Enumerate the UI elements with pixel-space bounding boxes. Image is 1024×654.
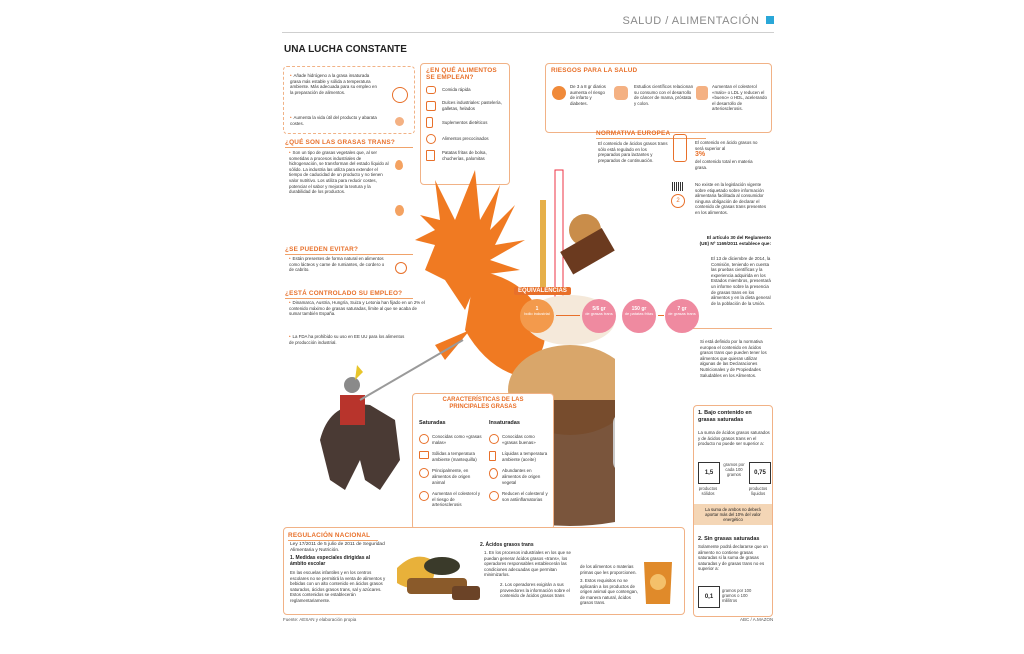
saturada-item: Sólidas a temperatura ambiente (mantequilla) xyxy=(419,451,483,462)
bajo-text: La suma de ácidos grasos saturados y de ácidos grasos trans en el producto no puede ser superior a: xyxy=(698,430,770,447)
insaturada-item: Abundantes en alimentos de origen vegetal xyxy=(489,468,551,485)
equiv-circle-2: 5/6 gr de grasas trans xyxy=(582,299,616,333)
unit-label-sin: gramos por 100 gramos o 100 mililitros xyxy=(722,588,752,603)
equiv-circle-4: 7 gr de grasas trans xyxy=(665,299,699,333)
normativa-limit: El contenido en ácido grasos no será superior al 3% del contenido total en materia grasa. xyxy=(695,140,763,170)
insaturada-item: Conocidas como «grasas buenas» xyxy=(489,434,551,445)
riesgos-box xyxy=(545,63,772,133)
evitar-title: ¿SE PUEDEN EVITAR? xyxy=(285,246,413,255)
si-esta-text: Si está definido por la normativa europea el contenido en ácidos grasos trans que pueden tener los alimentos que quieran utilizar algunas de las Declaraciones Nutricionales y de Propiedades Saludables en los Alimentos. xyxy=(700,339,767,378)
insaturada-item: Reducen el colesterol y son antiinflamatorias xyxy=(489,491,551,502)
articulo-text: El 13 de diciembre de 2014, la Comisión, teniendo en cuenta las pruebas científicas y la experiencia adquirida en los Estados miembros, presentará un informe sobre la presencia de grasas trans en los alimentos y en la dieta general de la población de la Unión. xyxy=(711,256,771,306)
page-title: UNA LUCHA CONSTANTE xyxy=(284,44,407,55)
medidas-text: En las escuelas infantiles y en los centros escolares no se permitirá la venta de alimentos y bebidas con un alto contenido en ácidos grasos saturados, ácidos grasos trans, sal y azúcares. Estos contenidos se establecerán reglamentariamente. xyxy=(290,570,386,603)
avocado-icon xyxy=(489,468,498,479)
meat-icon xyxy=(419,468,429,478)
intro-box xyxy=(283,66,415,134)
section-label: SALUD / ALIMENTACIÓN xyxy=(622,15,760,27)
wafer xyxy=(540,200,546,290)
intro-item-2: • Aumenta la vida útil del producto y abarata costes. xyxy=(290,115,377,126)
food-illustration xyxy=(392,538,482,608)
alimento-item: Suplementos dietéticos xyxy=(426,117,506,128)
butter-icon xyxy=(419,451,429,459)
cake-icon xyxy=(426,101,436,111)
controlado-title: ¿ESTÁ CONTROLADO SU EMPLEO? xyxy=(285,290,413,299)
angry-face-icon xyxy=(419,434,429,444)
alimento-item: Comida rápida xyxy=(426,86,506,94)
insaturada-item: Líquidas a temperatura ambiente (aceite) xyxy=(489,451,551,462)
heart-down-icon xyxy=(489,491,499,501)
que-son-title: ¿QUÉ SON LAS GRASAS TRANS? xyxy=(285,139,413,148)
bajo-title: 1. Bajo contenido en grasas saturadas xyxy=(698,410,752,423)
saturada-item: Aumentan el colesterol y el riesgo de arteriosclerosis xyxy=(419,491,483,508)
no-existe-text: No existe en la legislación vigente sobre etiquetado sobre información alimentaria facilitada al consumidor ninguna obligación de declarar el contenido de grasas trans presentes en los alimentos. xyxy=(695,182,767,215)
productos-liquidos-label: productos líquidos xyxy=(748,486,768,496)
acidos-3: de los alimentos o materias primas que les proporcionen. xyxy=(580,564,637,575)
insaturadas-heading: Insaturadas xyxy=(489,420,520,426)
normativa-title: NORMATIVA EUROPEA xyxy=(596,130,706,139)
ley-text: Ley 17/2011 de 5 julio de 2011 de Seguridad Alimentaria y Nutrición. xyxy=(290,542,385,553)
alimento-item: Dulces industriales: pastelería, galletas, helados xyxy=(426,100,506,111)
equiv-arrow xyxy=(556,315,580,316)
saturada-item: Conocidas como «grasas malas» xyxy=(419,434,483,445)
smile-face-icon xyxy=(489,434,499,444)
section-square-icon xyxy=(766,16,774,24)
barcode-icon xyxy=(672,182,684,191)
artery-icon xyxy=(696,86,708,100)
riesgo-item: De 3 a 8 gr diarios aumenta el riesgo de infarto y diabetes. xyxy=(570,84,606,106)
equivalencias-title: EQUIVALENCIAS xyxy=(514,287,571,295)
arrow-rule xyxy=(682,328,772,329)
limit-value: 3% xyxy=(695,151,706,159)
controlado-text-1: • Dinamarca, Austria, Hungría, Suiza y Letonia han fijado en un 2% el contenido máximo de grasas saturadas, límite al que se acaba de sumar también España. xyxy=(289,300,425,317)
alimentos-title: ¿EN QUÉ ALIMENTOS SE EMPLEAN? xyxy=(426,67,497,81)
evitar-text: • Están presentes de forma natural en alimentos como lácteos y carne de rumiantes, de cordero o de cabrito. xyxy=(289,256,385,273)
heart-up-icon xyxy=(419,491,429,501)
normativa-text: El contenido de ácidos grasos trans sólo está regulado en los preparados para lactantes y preparados de continuación. xyxy=(598,141,668,163)
sin-title: 2. Sin grasas saturadas xyxy=(698,536,760,542)
suma-note: La suma de ambos no deberá aportar más del 10% del valor energético xyxy=(694,504,772,525)
articulo-title: El artículo 30 del Reglamento (UE) Nº 1169/2011 establece que: xyxy=(699,235,771,246)
value-box-liquidos: 0,75 xyxy=(749,462,771,484)
baby-bottle-icon xyxy=(673,134,687,162)
section-header xyxy=(623,15,775,27)
que-son-text: • Son un tipo de grasas vegetales que, al ser sometidas a procesos industriales de hidrogenación, se transforman del estado líquido al sólido. La industria las utiliza para extender el tiempo de caducidad de un producto y no tienen valor nutritivo. Los utiliza para reducir costes, potenciar el sabor y mejorar la textura y la durabilidad de los productos. xyxy=(289,150,389,195)
burger-icon xyxy=(426,86,436,94)
sin-text: Solamente podrá declararse que un alimento no contiene grasas saturadas si la suma de grasas saturadas y de grasas trans no es superior a: xyxy=(698,544,768,572)
step-2-badge: 2 xyxy=(671,194,685,208)
caracteristicas-box xyxy=(412,393,554,530)
riesgos-title: RIESGOS PARA LA SALUD xyxy=(551,67,638,74)
unit-label: gramos por cada 100 gramos xyxy=(723,462,745,477)
caracteristicas-title: CARACTERÍSTICAS DE LAS PRINCIPALES GRASAS xyxy=(442,397,524,410)
oil-bottle-icon xyxy=(489,451,496,461)
riesgo-item: Estudios científicos relacionan su consumo con el desarrollo de cáncer de mama, próstata y colon. xyxy=(634,84,694,106)
medidas-title: 1. Medidas especiales dirigidas al ámbito escolar xyxy=(290,555,371,567)
value-box-sin: 0,1 xyxy=(698,586,720,608)
insaturadas-list xyxy=(489,434,551,502)
regulacion-box xyxy=(283,527,685,615)
equiv-circle-1: 1 bollo industrial xyxy=(520,299,554,333)
productos-solidos-label: productos sólidos xyxy=(698,486,718,496)
regulacion-title: REGULACIÓN NACIONAL xyxy=(288,532,378,541)
acidos-4: 3. Estos requisitos no se aplicarán a los productos de origen animal que contengan, de manera natural, ácidos grasos trans. xyxy=(580,578,638,606)
acidos-2: 2. Los operadores exigirán a sus proveedores la información sobre el contenido de ácidos grasos trans xyxy=(500,582,570,599)
saturada-item: Principalmente, en alimentos de origen animal xyxy=(419,468,483,485)
coin-icon xyxy=(395,117,404,126)
header-rule xyxy=(282,32,774,33)
pill-icon xyxy=(392,87,408,103)
saturadas-heading: Saturadas xyxy=(419,420,446,426)
alimentos-list xyxy=(426,86,506,161)
chips-bag-illustration xyxy=(642,558,674,606)
bottle-icon xyxy=(426,117,433,128)
value-box-solidos: 1,5 xyxy=(698,462,720,484)
acidos-title: 2. Ácidos grasos trans xyxy=(480,542,534,548)
acidos-1: 1. En los procesos industriales en los que se puedan generar ácidos grasos «trans», los operadores responsables establecerán las condiciones adecuadas que permitan minimizarlos. xyxy=(484,550,571,578)
riesgo-item: Aumentan el colesterol «malo» o LDL y reducen el «bueno» o HDL, acelerando el desarrollo de arteriosclerosis. xyxy=(712,84,767,112)
footer-source: Fuente: AESAN y elaboración propia xyxy=(283,617,357,622)
controlado-text-2: • La FDA ha prohibido su uso en EE UU para los alimentos de producción industrial. xyxy=(289,334,405,345)
declaraciones-box xyxy=(693,405,773,617)
heart-icon xyxy=(552,86,566,100)
intestine-icon xyxy=(614,86,628,100)
alimento-item: Alimentos precocinados xyxy=(426,134,506,144)
saturadas-list xyxy=(419,434,483,508)
footer-credit: ABC / A.MAZON xyxy=(740,617,774,622)
alimento-item: Patatas fritas de bolsa, chucherías, palomitas xyxy=(426,150,506,161)
pizza-icon xyxy=(426,134,436,144)
equiv-circle-3: 150 gr de patatas fritas xyxy=(622,299,656,333)
equiv-arrow xyxy=(658,315,664,316)
intro-item-1: • Añade hidrógeno a la grasa insaturada grasa más estable y sólida a temperatura ambiente. Más adecuada para su empleo en la preparación de alimentos. xyxy=(290,73,377,95)
